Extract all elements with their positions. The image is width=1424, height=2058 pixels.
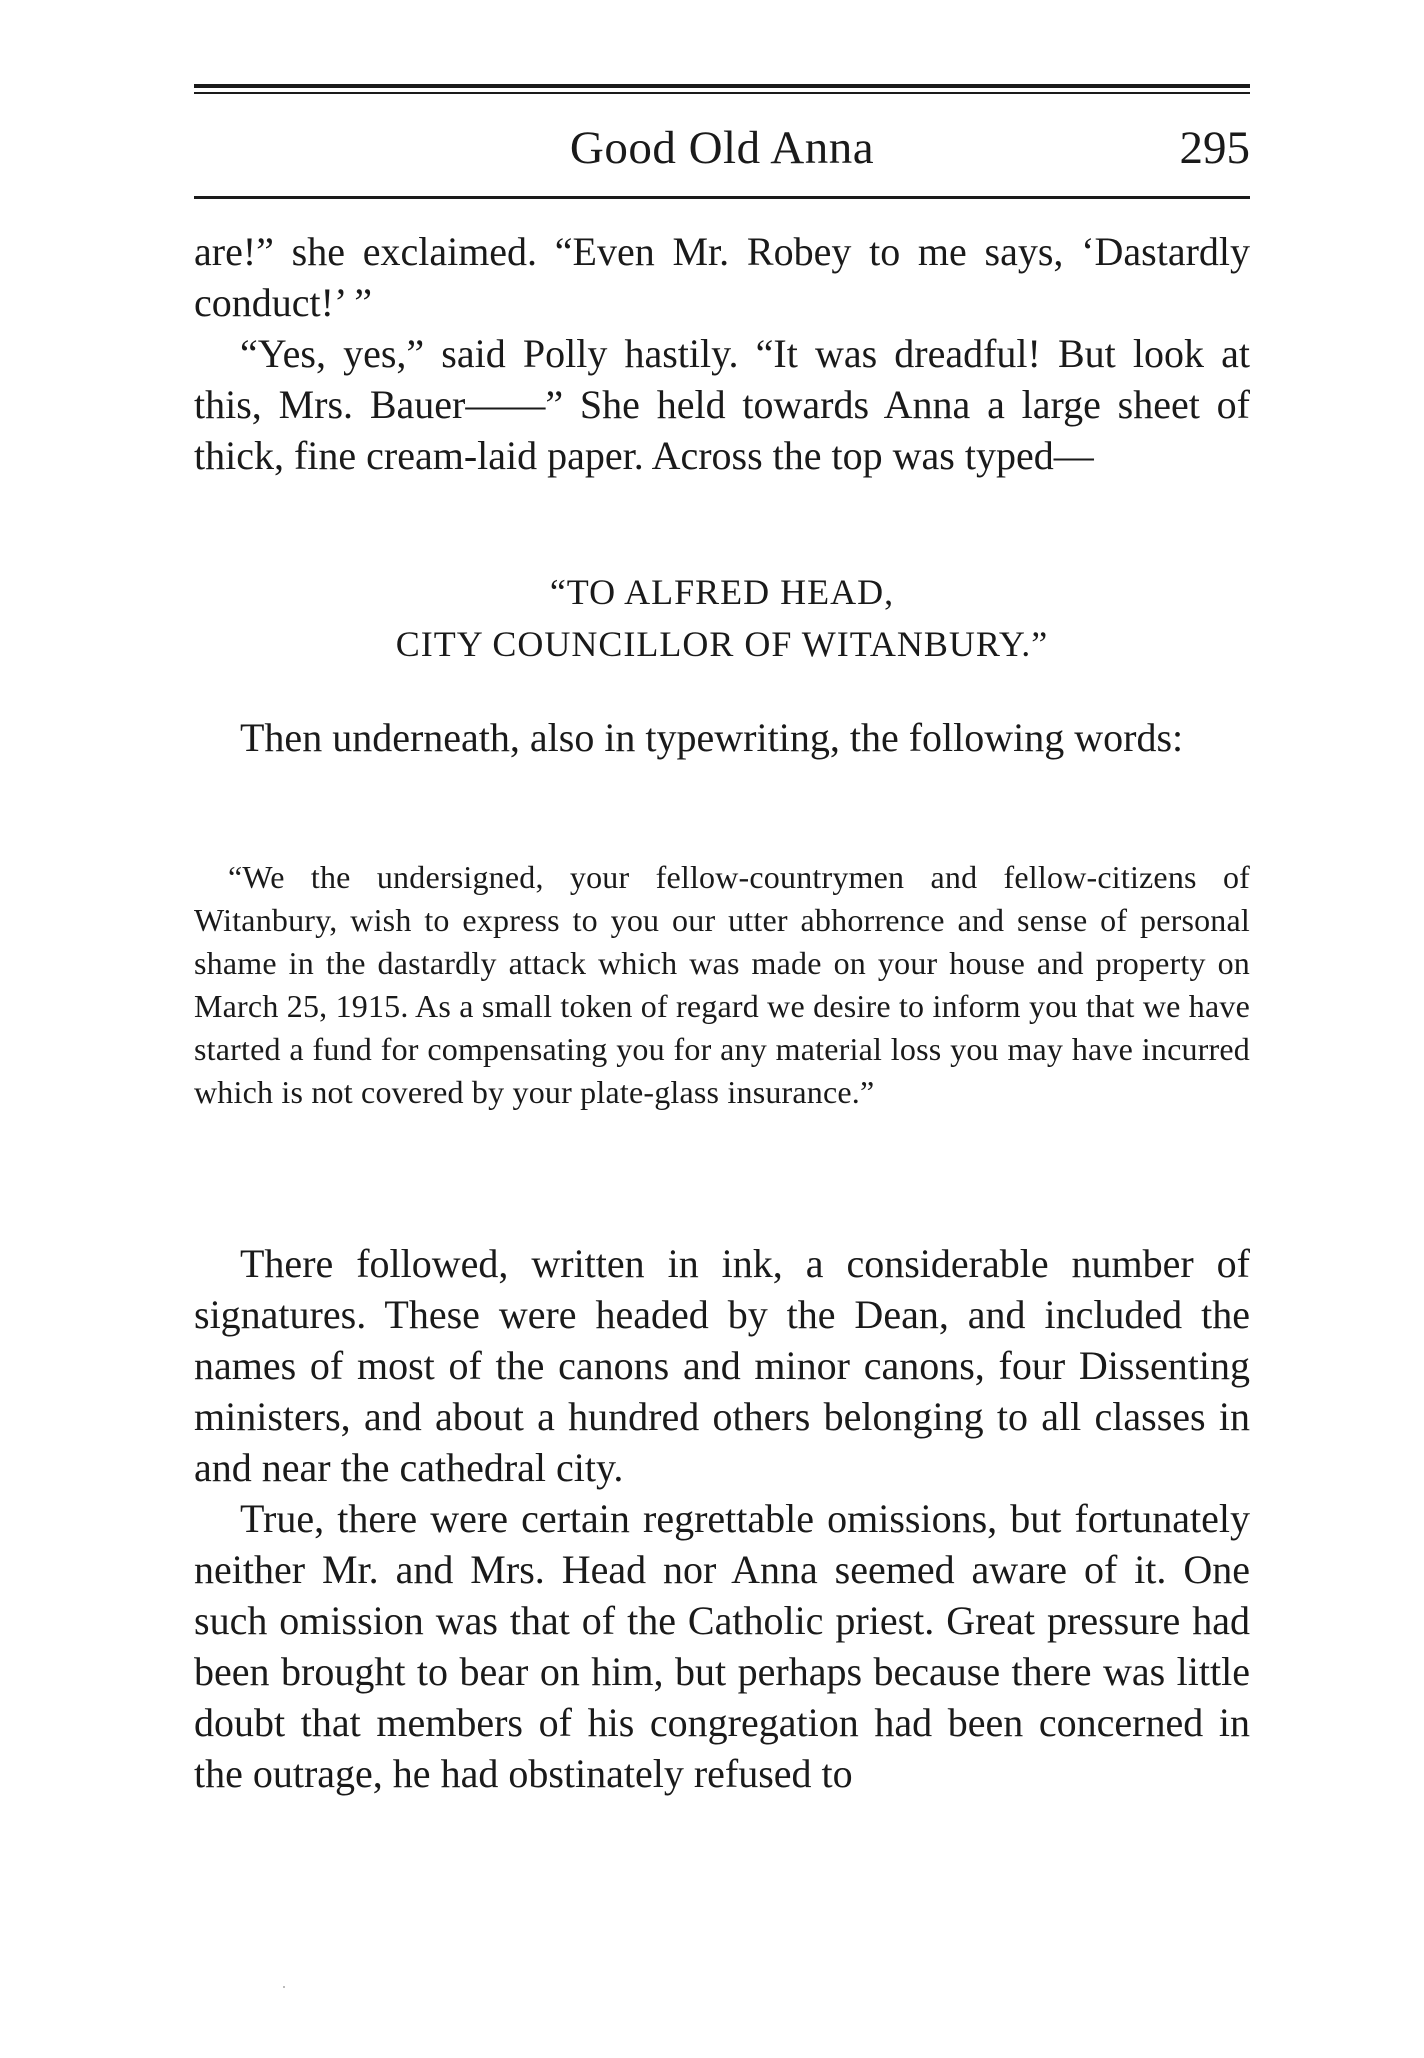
paper-speck bbox=[283, 1986, 285, 1988]
page-number: 295 bbox=[1179, 122, 1250, 174]
text-block-2 bbox=[194, 712, 1250, 763]
paragraph-continued: are!” she exclaimed. “Even Mr. Robey to me says, ‘Dastardly conduct!’ ” bbox=[194, 229, 1250, 325]
text-block-1 bbox=[194, 226, 1250, 481]
typed-heading-line-2: CITY COUNCILLOR OF WITANBURY.” bbox=[395, 624, 1049, 664]
paragraph-polly: “Yes, yes,” said Polly hastily. “It was dreadful! But look at this, Mrs. Bauer——” She held towards Anna a large sheet of thick, fine cream-laid paper. Across the top was typed— bbox=[194, 331, 1250, 478]
running-title: Good Old Anna bbox=[569, 122, 875, 174]
address-quote bbox=[194, 856, 1250, 1114]
paragraph-underneath: Then underneath, also in typewriting, the following words: bbox=[240, 715, 1184, 760]
page-header bbox=[194, 118, 1250, 178]
typed-heading-line-1: “TO ALFRED HEAD, bbox=[549, 572, 895, 612]
text-block-3 bbox=[194, 1238, 1250, 1799]
header-top-rule bbox=[194, 84, 1250, 88]
paragraph-omissions: True, there were certain regrettable omissions, but fortunately neither Mr. and Mrs. Head nor Anna seemed aware of it. One such omission was that of the Catholic priest. Great pressure had been brought to bear on him, but perhaps because there was little doubt that members of his congregation had been concerned in the outrage, he had obstinately refused to bbox=[194, 1496, 1250, 1796]
header-bottom-rule bbox=[194, 196, 1250, 199]
paragraph-signatures: There followed, written in ink, a considerable number of signatures. These were headed by the Dean, and included the names of most of the canons and minor canons, four Dissenting ministers, and about a hundred others belonging to all classes in and near the cathedral city. bbox=[194, 1241, 1250, 1490]
typed-heading bbox=[194, 566, 1250, 670]
quoted-address: “We the undersigned, your fellow-countrymen and fellow-citizens of Witanbury, wish to express to you our utter abhorrence and sense of personal shame in the dastardly attack which was made on your house and property on March 25, 1915. As a small token of regard we desire to inform you that we have started a fund for compensating you for any material loss you may have incurred which is not covered by your plate-glass insurance.” bbox=[194, 859, 1250, 1110]
header-top-rule-thin bbox=[194, 92, 1250, 94]
